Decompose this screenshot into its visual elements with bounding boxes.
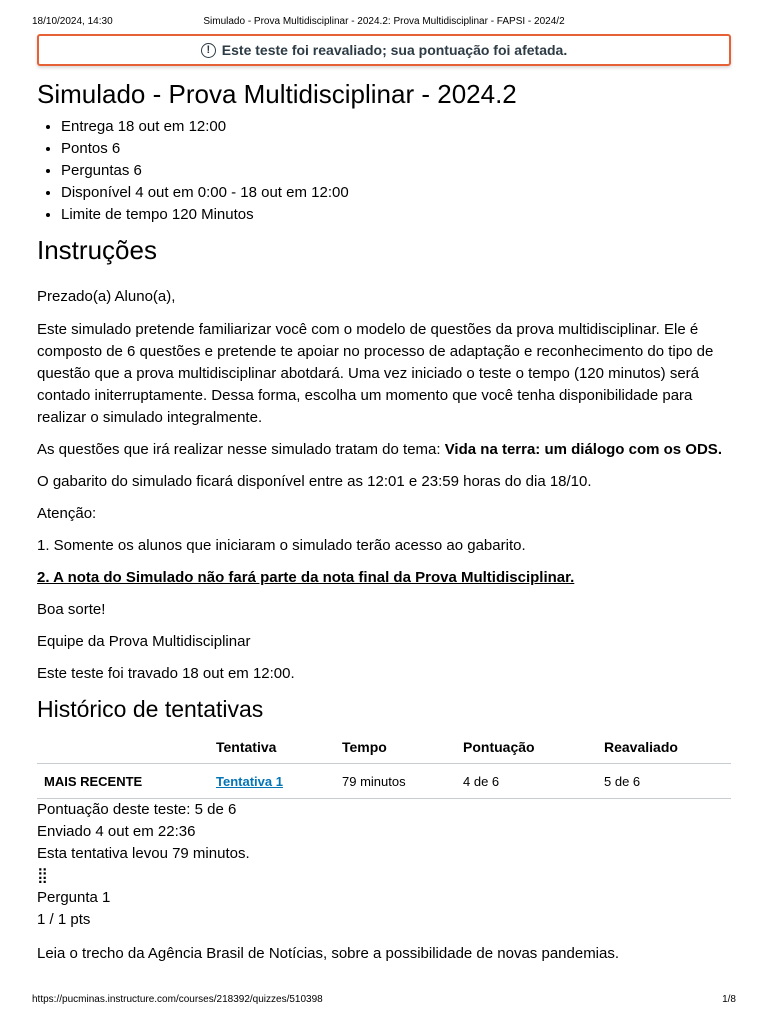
attempt-info: [37, 799, 731, 965]
score-cell: 4 de 6: [462, 764, 603, 799]
question-text: Leia o trecho da Agência Brasil de Notícias, sobre a possibilidade de novas pandemias.: [37, 945, 620, 962]
greeting: Prezado(a) Aluno(a),: [37, 288, 176, 305]
col-header-score: Pontuação: [462, 731, 603, 764]
instructions-body: [37, 286, 731, 685]
warning-icon: !: [201, 43, 216, 58]
history-heading: Histórico de tentativas: [37, 696, 264, 722]
print-header: [0, 16, 768, 32]
detail-available: • Disponível 4 out em 0:00 - 18 out em 12:00: [61, 182, 731, 204]
time-cell: 79 minutos: [341, 764, 462, 799]
theme-title: Vida na terra: um diálogo com os ODS.: [444, 441, 722, 458]
drag-handle-icon[interactable]: ⣿: [37, 867, 48, 884]
attempts-table: [37, 731, 731, 799]
attention-label: Atenção:: [37, 505, 97, 522]
note-2: 2. A nota do Simulado não fará parte da nota final da Prova Multidisciplinar.: [37, 569, 575, 586]
theme-prefix: As questões que irá realizar nesse simulado tratam do tema:: [37, 441, 445, 458]
attempt-submitted: Enviado 4 out em 22:36: [37, 823, 196, 840]
attempt-score: Pontuação deste teste: 5 de 6: [37, 801, 237, 818]
attempt-duration: Esta tentativa levou 79 minutos.: [37, 845, 250, 862]
question-points: 1 / 1 pts: [37, 911, 91, 928]
main-content: [37, 78, 731, 965]
row-label: MAIS RECENTE: [37, 764, 215, 799]
attempt-link[interactable]: Tentativa 1: [216, 773, 283, 789]
quiz-title: Simulado - Prova Multidisciplinar - 2024.2: [37, 79, 517, 109]
good-luck: Boa sorte!: [37, 601, 106, 618]
instructions-paragraph: Este simulado pretende familiarizar você com o modelo de questões da prova multidisciplinar. Ele é composto de 6 questões e pretende te apoiar no processo de adaptação e reconhecimento do tipo de questão que a prova multidisciplinar abotdará. Uma vez iniciado o teste o tempo (120 minutos) será contado initerruptamente. Dessa forma, escolha um momento que você tenha disponibilidade para realizar o simulado integralmente.: [37, 321, 714, 426]
detail-time-limit: • Limite de tempo 120 Minutos: [61, 204, 731, 226]
quiz-details: [37, 116, 731, 226]
print-url: https://pucminas.instructure.com/courses/218392/quizzes/510398: [32, 994, 323, 1005]
team-signature: Equipe da Prova Multidisciplinar: [37, 633, 251, 650]
print-page-number: 1/8: [722, 994, 736, 1005]
detail-due: • Entrega 18 out em 12:00: [61, 116, 731, 138]
regraded-cell: 5 de 6: [603, 764, 731, 799]
print-date: 18/10/2024, 14:30: [32, 16, 113, 27]
print-title: Simulado - Prova Multidisciplinar - 2024.2: Prova Multidisciplinar - FAPSI - 2024/2: [203, 16, 565, 27]
detail-points: • Pontos 6: [61, 138, 731, 160]
note-1: 1. Somente os alunos que iniciaram o simulado terão acesso ao gabarito.: [37, 537, 526, 554]
col-header-empty: [37, 731, 215, 764]
col-header-attempt: Tentativa: [215, 731, 341, 764]
table-row: [37, 764, 731, 799]
regraded-alert: [37, 34, 731, 66]
col-header-time: Tempo: [341, 731, 462, 764]
answer-key-paragraph: O gabarito do simulado ficará disponível entre as 12:01 e 23:59 horas do dia 18/10.: [37, 473, 592, 490]
attempt-cell: [215, 764, 341, 799]
col-header-regraded: Reavaliado: [603, 731, 731, 764]
alert-text: Este teste foi reavaliado; sua pontuação foi afetada.: [221, 42, 568, 58]
locked-notice: Este teste foi travado 18 out em 12:00.: [37, 665, 295, 682]
theme-paragraph: [37, 439, 731, 461]
detail-questions: • Perguntas 6: [61, 160, 731, 182]
instructions-heading: Instruções: [37, 235, 157, 265]
question-label: Pergunta 1: [37, 889, 111, 906]
table-header-row: [37, 731, 731, 764]
